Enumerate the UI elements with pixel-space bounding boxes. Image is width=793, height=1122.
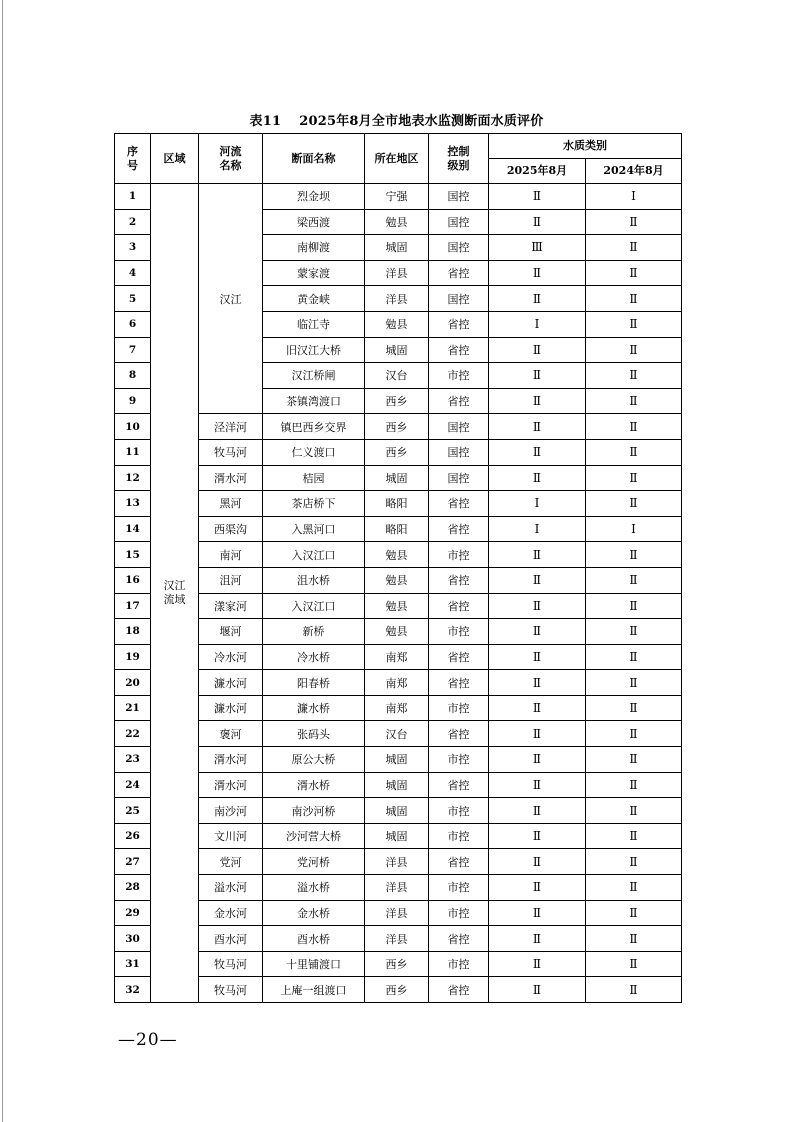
river-cell: 堰河 [199,619,263,645]
grade-2025-cell: Ⅱ [489,644,586,670]
row-index: 19 [115,644,151,670]
section-cell: 汉江桥闸 [263,363,365,389]
header-2024: 2024年8月 [586,159,682,184]
control-cell: 国控 [429,414,489,440]
grade-2025-cell: Ⅱ [489,542,586,568]
location-cell: 勉县 [365,542,429,568]
section-cell: 酉水桥 [263,926,365,952]
section-cell: 桔园 [263,465,365,491]
grade-2024-cell: Ⅱ [586,670,682,696]
table-row [115,875,682,901]
control-cell: 市控 [429,542,489,568]
table-row [115,849,682,875]
control-cell: 市控 [429,619,489,645]
river-cell: 濂水河 [199,670,263,696]
grade-2024-cell: Ⅱ [586,951,682,977]
grade-2024-cell: Ⅱ [586,747,682,773]
section-cell: 镇巴西乡交界 [263,414,365,440]
section-cell: 濂水桥 [263,695,365,721]
table-row [115,593,682,619]
table-body [115,184,682,1003]
section-cell: 茶店桥下 [263,491,365,517]
river-cell: 党河 [199,849,263,875]
location-cell: 城固 [365,747,429,773]
row-index: 16 [115,567,151,593]
area-label: 汉江流域 [163,579,186,606]
control-cell: 省控 [429,721,489,747]
row-index: 1 [115,184,151,210]
grade-2025-cell: Ⅱ [489,772,586,798]
river-cell: 酉水河 [199,926,263,952]
row-index: 29 [115,900,151,926]
river-cell: 南沙河 [199,798,263,824]
location-cell: 勉县 [365,567,429,593]
table-row [115,823,682,849]
grade-2025-cell: Ⅱ [489,875,586,901]
grade-2025-cell: Ⅱ [489,593,586,619]
river-cell: 褒河 [199,721,263,747]
grade-2025-cell: Ⅱ [489,439,586,465]
river-cell: 牧马河 [199,977,263,1003]
table-row [115,567,682,593]
grade-2025-cell: Ⅱ [489,977,586,1003]
grade-2024-cell: Ⅱ [586,875,682,901]
row-index: 6 [115,311,151,337]
row-index: 7 [115,337,151,363]
row-index: 4 [115,260,151,286]
table-row [115,951,682,977]
location-cell: 西乡 [365,977,429,1003]
table-row [115,900,682,926]
grade-2024-cell: Ⅱ [586,388,682,414]
grade-2024-cell: Ⅱ [586,286,682,312]
location-cell: 略阳 [365,491,429,517]
control-cell: 国控 [429,286,489,312]
section-cell: 梁西渡 [263,209,365,235]
grade-2024-cell: Ⅱ [586,542,682,568]
grade-2024-cell: Ⅱ [586,311,682,337]
row-index: 12 [115,465,151,491]
row-index: 32 [115,977,151,1003]
control-cell: 省控 [429,337,489,363]
location-cell: 洋县 [365,260,429,286]
row-index: 23 [115,747,151,773]
row-index: 17 [115,593,151,619]
location-cell: 城固 [365,337,429,363]
river-cell-hanjiang: 汉江 [199,184,263,414]
location-cell: 汉台 [365,721,429,747]
location-cell: 西乡 [365,414,429,440]
control-cell: 市控 [429,900,489,926]
section-cell: 新桥 [263,619,365,645]
header-area: 区域 [151,134,199,184]
table-row [115,542,682,568]
river-cell: 黑河 [199,491,263,517]
row-index: 10 [115,414,151,440]
row-index: 20 [115,670,151,696]
control-cell: 国控 [429,184,489,210]
control-cell: 省控 [429,311,489,337]
header-row-1 [115,134,682,159]
table-row [115,798,682,824]
grade-2025-cell: Ⅱ [489,695,586,721]
section-cell: 茶镇湾渡口 [263,388,365,414]
row-index: 2 [115,209,151,235]
control-cell: 省控 [429,260,489,286]
location-cell: 洋县 [365,926,429,952]
table-row [115,644,682,670]
header-location: 所在地区 [365,134,429,184]
header-control: 控制级别 [429,134,489,184]
grade-2024-cell: Ⅱ [586,772,682,798]
river-cell: 湑水河 [199,465,263,491]
control-cell: 省控 [429,388,489,414]
row-index: 18 [115,619,151,645]
location-cell: 汉台 [365,363,429,389]
table-row [115,926,682,952]
grade-2025-cell: Ⅱ [489,900,586,926]
control-cell: 省控 [429,849,489,875]
table-row [115,977,682,1003]
control-cell: 国控 [429,209,489,235]
section-cell: 十里铺渡口 [263,951,365,977]
table-row [115,670,682,696]
grade-2025-cell: Ⅰ [489,491,586,517]
section-cell: 南柳渡 [263,235,365,261]
river-cell: 溢水河 [199,875,263,901]
row-index: 8 [115,363,151,389]
section-cell: 湑水桥 [263,772,365,798]
table-title [0,110,793,129]
row-index: 26 [115,823,151,849]
row-index: 11 [115,439,151,465]
grade-2025-cell: Ⅲ [489,235,586,261]
section-cell: 原公大桥 [263,747,365,773]
table-row [115,721,682,747]
grade-2025-cell: Ⅰ [489,516,586,542]
grade-2024-cell: Ⅱ [586,235,682,261]
row-index: 9 [115,388,151,414]
location-cell: 西乡 [365,951,429,977]
river-cell: 金水河 [199,900,263,926]
section-cell: 金水桥 [263,900,365,926]
section-cell: 入汉江口 [263,542,365,568]
section-cell: 入黑河口 [263,516,365,542]
grade-2024-cell: Ⅱ [586,337,682,363]
header-section: 断面名称 [263,134,365,184]
grade-2025-cell: Ⅱ [489,414,586,440]
grade-2025-cell: Ⅱ [489,286,586,312]
section-cell: 黄金峡 [263,286,365,312]
control-cell: 市控 [429,798,489,824]
row-index: 25 [115,798,151,824]
grade-2025-cell: Ⅱ [489,567,586,593]
grade-2024-cell: Ⅱ [586,849,682,875]
grade-2025-cell: Ⅰ [489,311,586,337]
control-cell: 国控 [429,235,489,261]
grade-2024-cell: Ⅱ [586,363,682,389]
control-cell: 市控 [429,823,489,849]
table-row [115,619,682,645]
grade-2025-cell: Ⅱ [489,260,586,286]
table-row [115,772,682,798]
grade-2024-cell: Ⅰ [586,516,682,542]
grade-2024-cell: Ⅱ [586,644,682,670]
location-cell: 勉县 [365,209,429,235]
table-row [115,439,682,465]
grade-2024-cell: Ⅱ [586,593,682,619]
table-number: 表11 [249,114,282,129]
grade-2024-cell: Ⅱ [586,465,682,491]
table-row [115,184,682,210]
page-edge [2,0,3,1122]
grade-2024-cell: Ⅱ [586,619,682,645]
control-cell: 市控 [429,363,489,389]
section-cell: 冷水桥 [263,644,365,670]
control-cell: 市控 [429,695,489,721]
section-cell: 沙河营大桥 [263,823,365,849]
section-cell: 阳春桥 [263,670,365,696]
grade-2024-cell: Ⅱ [586,414,682,440]
river-cell: 南河 [199,542,263,568]
location-cell: 南郑 [365,644,429,670]
section-cell: 临江寺 [263,311,365,337]
grade-2025-cell: Ⅱ [489,823,586,849]
location-cell: 南郑 [365,670,429,696]
location-cell: 城固 [365,772,429,798]
grade-2025-cell: Ⅱ [489,747,586,773]
location-cell: 勉县 [365,593,429,619]
grade-2025-cell: Ⅱ [489,337,586,363]
section-cell: 张码头 [263,721,365,747]
location-cell: 西乡 [365,439,429,465]
location-cell: 勉县 [365,619,429,645]
grade-2024-cell: Ⅱ [586,926,682,952]
location-cell: 城固 [365,465,429,491]
location-cell: 洋县 [365,849,429,875]
section-cell: 溢水桥 [263,875,365,901]
location-cell: 西乡 [365,388,429,414]
grade-2025-cell: Ⅱ [489,465,586,491]
control-cell: 省控 [429,670,489,696]
area-cell [151,184,199,1003]
river-cell: 濂水河 [199,695,263,721]
grade-2024-cell: Ⅱ [586,209,682,235]
grade-2024-cell: Ⅱ [586,798,682,824]
location-cell: 南郑 [365,695,429,721]
header-index: 序号 [115,134,151,184]
river-cell: 西渠沟 [199,516,263,542]
grade-2024-cell: Ⅱ [586,721,682,747]
section-cell: 蒙家渡 [263,260,365,286]
river-cell: 泾洋河 [199,414,263,440]
river-cell: 漾家河 [199,593,263,619]
control-cell: 省控 [429,772,489,798]
location-cell: 洋县 [365,900,429,926]
grade-2024-cell: Ⅱ [586,439,682,465]
grade-2025-cell: Ⅱ [489,184,586,210]
control-cell: 国控 [429,465,489,491]
location-cell: 洋县 [365,875,429,901]
grade-2024-cell: Ⅱ [586,695,682,721]
page-number: —20— [118,1030,178,1050]
control-cell: 省控 [429,977,489,1003]
section-cell: 南沙河桥 [263,798,365,824]
table-row [115,695,682,721]
location-cell: 略阳 [365,516,429,542]
grade-2025-cell: Ⅱ [489,619,586,645]
row-index: 5 [115,286,151,312]
grade-2024-cell: Ⅱ [586,260,682,286]
control-cell: 市控 [429,747,489,773]
header-river: 河流名称 [199,134,263,184]
row-index: 3 [115,235,151,261]
control-cell: 省控 [429,926,489,952]
grade-2024-cell: Ⅱ [586,900,682,926]
section-cell: 党河桥 [263,849,365,875]
grade-2025-cell: Ⅱ [489,721,586,747]
section-cell: 入汉江口 [263,593,365,619]
grade-2025-cell: Ⅱ [489,388,586,414]
grade-2025-cell: Ⅱ [489,209,586,235]
control-cell: 国控 [429,439,489,465]
location-cell: 勉县 [365,311,429,337]
control-cell: 省控 [429,516,489,542]
river-cell: 牧马河 [199,951,263,977]
table-row [115,747,682,773]
grade-2025-cell: Ⅱ [489,926,586,952]
grade-2024-cell: Ⅱ [586,491,682,517]
grade-2025-cell: Ⅱ [489,849,586,875]
table-title-text: 2025年8月全市地表水监测断面水质评价 [299,114,544,129]
grade-2025-cell: Ⅱ [489,363,586,389]
row-index: 30 [115,926,151,952]
section-cell: 烈金坝 [263,184,365,210]
grade-2025-cell: Ⅱ [489,670,586,696]
row-index: 31 [115,951,151,977]
river-cell: 湑水河 [199,747,263,773]
row-index: 24 [115,772,151,798]
row-index: 15 [115,542,151,568]
control-cell: 市控 [429,951,489,977]
river-cell: 湑水河 [199,772,263,798]
header-2025: 2025年8月 [489,159,586,184]
control-cell: 省控 [429,491,489,517]
control-cell: 市控 [429,875,489,901]
river-cell: 冷水河 [199,644,263,670]
grade-2024-cell: Ⅰ [586,184,682,210]
location-cell: 宁强 [365,184,429,210]
section-cell: 旧汉江大桥 [263,337,365,363]
section-cell: 沮水桥 [263,567,365,593]
section-cell: 上庵一组渡口 [263,977,365,1003]
row-index: 28 [115,875,151,901]
row-index: 22 [115,721,151,747]
control-cell: 省控 [429,644,489,670]
location-cell: 城固 [365,235,429,261]
grade-2024-cell: Ⅱ [586,823,682,849]
water-quality-table [114,133,682,1003]
row-index: 14 [115,516,151,542]
table-row [115,414,682,440]
table-row [115,516,682,542]
table-row [115,465,682,491]
location-cell: 城固 [365,823,429,849]
grade-2025-cell: Ⅱ [489,798,586,824]
river-cell: 文川河 [199,823,263,849]
control-cell: 省控 [429,567,489,593]
table-row [115,491,682,517]
header-quality: 水质类别 [489,134,682,159]
grade-2024-cell: Ⅱ [586,567,682,593]
location-cell: 城固 [365,798,429,824]
river-cell: 沮河 [199,567,263,593]
row-index: 21 [115,695,151,721]
row-index: 27 [115,849,151,875]
location-cell: 洋县 [365,286,429,312]
row-index: 13 [115,491,151,517]
grade-2024-cell: Ⅱ [586,977,682,1003]
grade-2025-cell: Ⅱ [489,951,586,977]
section-cell: 仁义渡口 [263,439,365,465]
river-cell: 牧马河 [199,439,263,465]
control-cell: 省控 [429,593,489,619]
